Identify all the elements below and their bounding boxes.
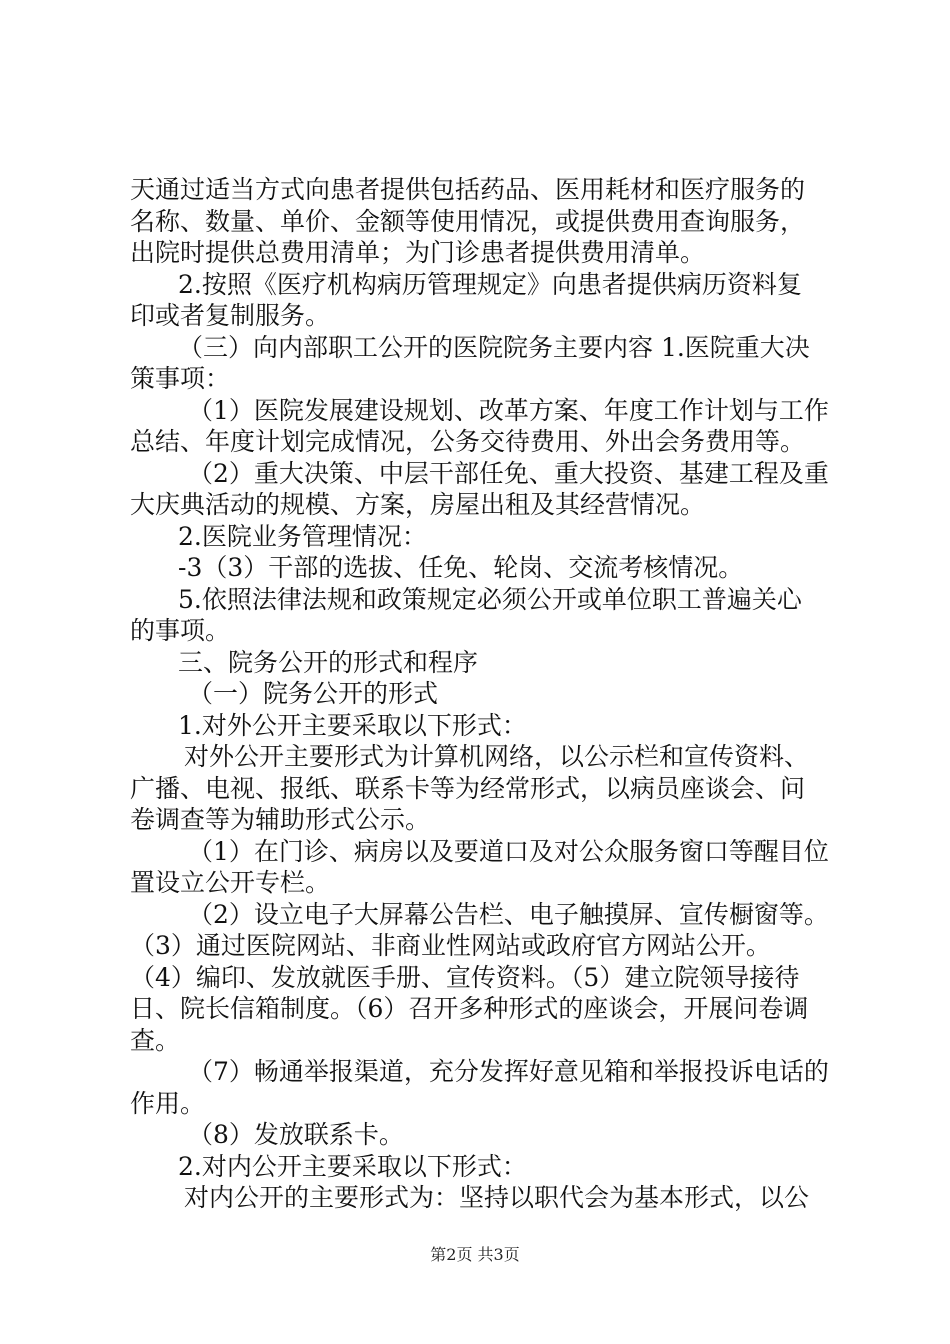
text-line: 2.按照《医疗机构病历管理规定》向患者提供病历资料复 (178, 269, 802, 299)
text-line: （7）畅通举报渠道，充分发挥好意见箱和举报投诉电话的 (188, 1057, 829, 1086)
text-line: 天通过适当方式向患者提供包括药品、医用耗材和医疗服务的 (130, 175, 806, 204)
page-number-footer: 第2页 共3页 (430, 1245, 520, 1264)
text-line: 查。 (130, 1025, 181, 1055)
text-line: （三）向内部职工公开的医院院务主要内容 1.医院重大决 (178, 332, 810, 362)
text-line: （2）重大决策、中层干部任免、重大投资、基建工程及重 (188, 458, 829, 488)
text-line: 置设立公开专栏。 (130, 868, 331, 897)
text-line: 2.对内公开主要采取以下形式： (178, 1151, 527, 1181)
text-line: （1）在门诊、病房以及要道口及对公众服务窗口等醒目位 (188, 836, 829, 866)
text-line: 名称、数量、单价、金额等使用情况，或提供费用查询服务， (130, 206, 806, 236)
text-line: 总结、年度计划完成情况，公务交待费用、外出会务费用等。 (130, 427, 806, 456)
text-line: 对内公开的主要形式为：坚持以职代会为基本形式，以公 (184, 1183, 810, 1212)
text-line: （3）通过医院网站、非商业性网站或政府官方网站公开。 (130, 931, 771, 960)
text-line: 5.依照法律法规和政策规定必须公开或单位职工普遍关心 (178, 584, 802, 614)
text-line: （一）院务公开的形式 (188, 679, 439, 708)
text-line: 的事项。 (130, 616, 231, 645)
text-line: （2）设立电子大屏幕公告栏、电子触摸屏、宣传橱窗等。 (188, 899, 829, 929)
text-line: 策事项： (130, 364, 231, 393)
text-line: 卷调查等为辅助形式公示。 (130, 805, 431, 834)
text-line: 2.医院业务管理情况： (178, 521, 427, 551)
text-line: 广播、电视、报纸、联系卡等为经常形式，以病员座谈会、问 (130, 773, 806, 803)
document-body (130, 174, 830, 1214)
text-line: 作用。 (130, 1088, 206, 1118)
text-line: 印或者复制服务。 (130, 301, 331, 330)
text-line: 出院时提供总费用清单；为门诊患者提供费用清单。 (130, 238, 706, 267)
text-line: 对外公开主要形式为计算机网络，以公示栏和宣传资料、 (184, 742, 810, 771)
text-line: 1.对外公开主要采取以下形式： (178, 710, 527, 740)
text-line: （8）发放联系卡。 (188, 1120, 404, 1149)
text-line: 三、院务公开的形式和程序 (178, 647, 479, 677)
text-line: （1）医院发展建设规划、改革方案、年度工作计划与工作 (188, 395, 829, 425)
text-line: -3（3）干部的选拔、任免、轮岗、交流考核情况。 (178, 553, 744, 582)
text-line: 日、院长信箱制度。（6）召开多种形式的座谈会，开展问卷调 (130, 994, 809, 1023)
text-line: 大庆典活动的规模、方案，房屋出租及其经营情况。 (130, 490, 706, 519)
text-line: （4）编印、发放就医手册、宣传资料。（5）建立院领导接待 (130, 962, 800, 992)
